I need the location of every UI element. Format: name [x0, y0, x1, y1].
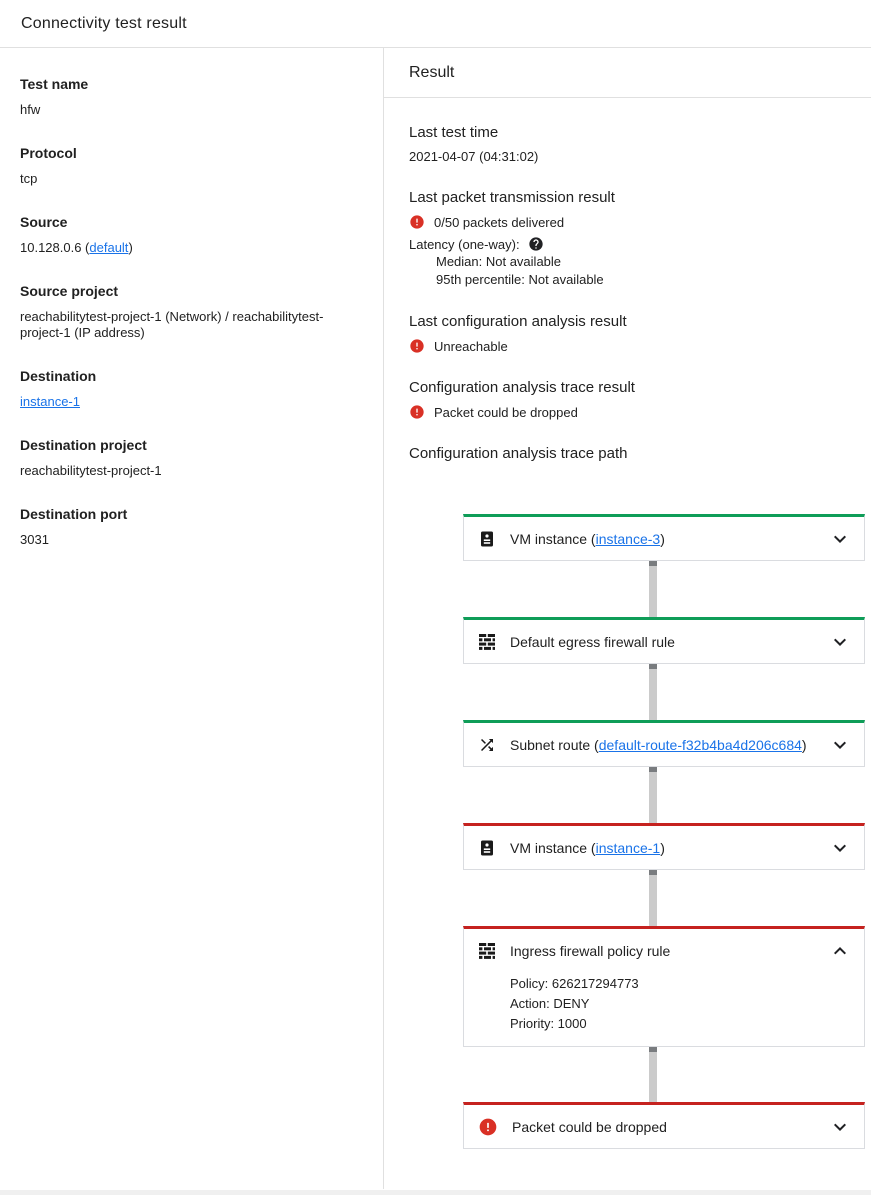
title-prefix: VM instance (: [510, 530, 596, 547]
trace-path-diagram: [463, 514, 865, 1149]
latency-95th-percentile: 95th percentile: Not available: [436, 272, 604, 287]
title-suffix: ): [801, 736, 807, 753]
source-ip: 10.128.0.6 (: [20, 240, 90, 255]
vm-instance-icon: [478, 839, 496, 857]
trace-step-ingress-firewall-policy[interactable]: [463, 926, 865, 1047]
field-label: Destination port: [20, 506, 128, 522]
chevron-down-icon[interactable]: [828, 733, 852, 757]
field-value: reachabilitytest-project-1 (Network) / reachabilitytest-project-1 (IP address): [20, 309, 324, 340]
trace-step-title: Ingress firewall policy rule: [510, 942, 671, 959]
chevron-down-icon[interactable]: [828, 630, 852, 654]
priority-detail: Priority: 1000: [510, 1016, 587, 1031]
trace-result-status: Packet could be dropped: [434, 404, 578, 420]
field-source: [20, 214, 363, 256]
page-bottom-edge: [0, 1190, 871, 1195]
field-destination: [20, 368, 363, 410]
title-suffix: ): [660, 839, 665, 856]
action-detail: Action: DENY: [510, 996, 590, 1011]
field-label: Source project: [20, 283, 119, 299]
trace-connector: [649, 870, 657, 926]
instance-1-link[interactable]: instance-1: [595, 839, 661, 856]
section-packet-transmission: [409, 189, 871, 288]
field-label: Test name: [20, 76, 89, 92]
config-analysis-status: Unreachable: [434, 338, 508, 354]
field-value: reachabilitytest-project-1: [20, 463, 162, 478]
firewall-icon: [478, 633, 496, 651]
trace-step-title: [510, 531, 814, 547]
section-config-analysis: [409, 313, 871, 354]
section-trace-result: [409, 379, 871, 420]
trace-step-subnet-route[interactable]: [463, 720, 865, 767]
page-header: [0, 0, 871, 48]
error-icon: [478, 1117, 498, 1137]
field-value: 3031: [20, 532, 49, 547]
field-value: hfw: [20, 102, 41, 117]
section-heading: Last test time: [409, 124, 499, 141]
trace-step-egress-firewall[interactable]: [463, 617, 865, 664]
section-trace-path: [409, 445, 871, 1149]
error-icon: [409, 214, 425, 230]
error-icon: [409, 404, 425, 420]
field-label: Source: [20, 214, 68, 230]
field-value: tcp: [20, 171, 38, 186]
title-prefix: VM instance (: [510, 839, 596, 856]
field-protocol: [20, 145, 363, 187]
error-icon: [409, 338, 425, 354]
field-destination-project: [20, 437, 363, 479]
latency-label: Latency (one-way):: [409, 236, 520, 252]
instance-3-link[interactable]: instance-3: [595, 530, 661, 547]
section-heading: Last configuration analysis result: [409, 313, 627, 330]
vm-instance-icon: [478, 530, 496, 548]
chevron-down-icon[interactable]: [828, 836, 852, 860]
chevron-down-icon[interactable]: [828, 1115, 852, 1139]
chevron-down-icon[interactable]: [828, 527, 852, 551]
help-icon[interactable]: [528, 236, 544, 252]
section-heading: Configuration analysis trace path: [409, 445, 628, 462]
trace-connector: [649, 664, 657, 720]
packets-delivered-status: 0/50 packets delivered: [434, 214, 565, 230]
trace-step-packet-dropped[interactable]: [463, 1102, 865, 1149]
trace-step-vm-instance-3[interactable]: [463, 514, 865, 561]
trace-step-title: [510, 737, 814, 753]
section-last-test-time: [409, 124, 871, 164]
default-route-link[interactable]: default-route-f32b4ba4d206c684: [598, 736, 802, 753]
field-destination-port: [20, 506, 363, 548]
source-suffix: ): [128, 240, 133, 255]
result-panel-title: Result: [409, 63, 455, 81]
trace-step-vm-instance-1[interactable]: [463, 823, 865, 870]
result-panel-header: [384, 48, 871, 98]
field-label: Destination: [20, 368, 97, 384]
field-test-name: [20, 76, 363, 118]
trace-step-details: [464, 972, 864, 1046]
last-test-time-value: 2021-04-07 (04:31:02): [409, 149, 539, 164]
trace-step-title: Default egress firewall rule: [510, 633, 675, 650]
result-panel: [384, 48, 871, 1189]
destination-instance-link[interactable]: instance-1: [20, 394, 80, 409]
trace-step-title: Packet could be dropped: [512, 1118, 667, 1135]
page-title: Connectivity test result: [21, 14, 187, 32]
field-value: [20, 394, 363, 410]
section-heading: Configuration analysis trace result: [409, 379, 635, 396]
chevron-up-icon[interactable]: [828, 939, 852, 963]
trace-connector: [649, 561, 657, 617]
field-value: [20, 240, 363, 256]
field-label: Protocol: [20, 145, 77, 161]
trace-step-title: [510, 840, 814, 856]
source-network-link[interactable]: default: [89, 240, 129, 255]
title-suffix: ): [660, 530, 665, 547]
section-heading: Last packet transmission result: [409, 189, 615, 206]
title-prefix: Subnet route (: [510, 736, 599, 753]
field-label: Destination project: [20, 437, 147, 453]
policy-detail: Policy: 626217294773: [510, 976, 639, 991]
route-icon: [478, 736, 496, 754]
test-parameters-panel: [0, 48, 384, 1189]
trace-connector: [649, 767, 657, 823]
trace-connector: [649, 1047, 657, 1102]
field-source-project: [20, 283, 363, 341]
latency-median: Median: Not available: [436, 254, 562, 269]
firewall-icon: [478, 942, 496, 960]
